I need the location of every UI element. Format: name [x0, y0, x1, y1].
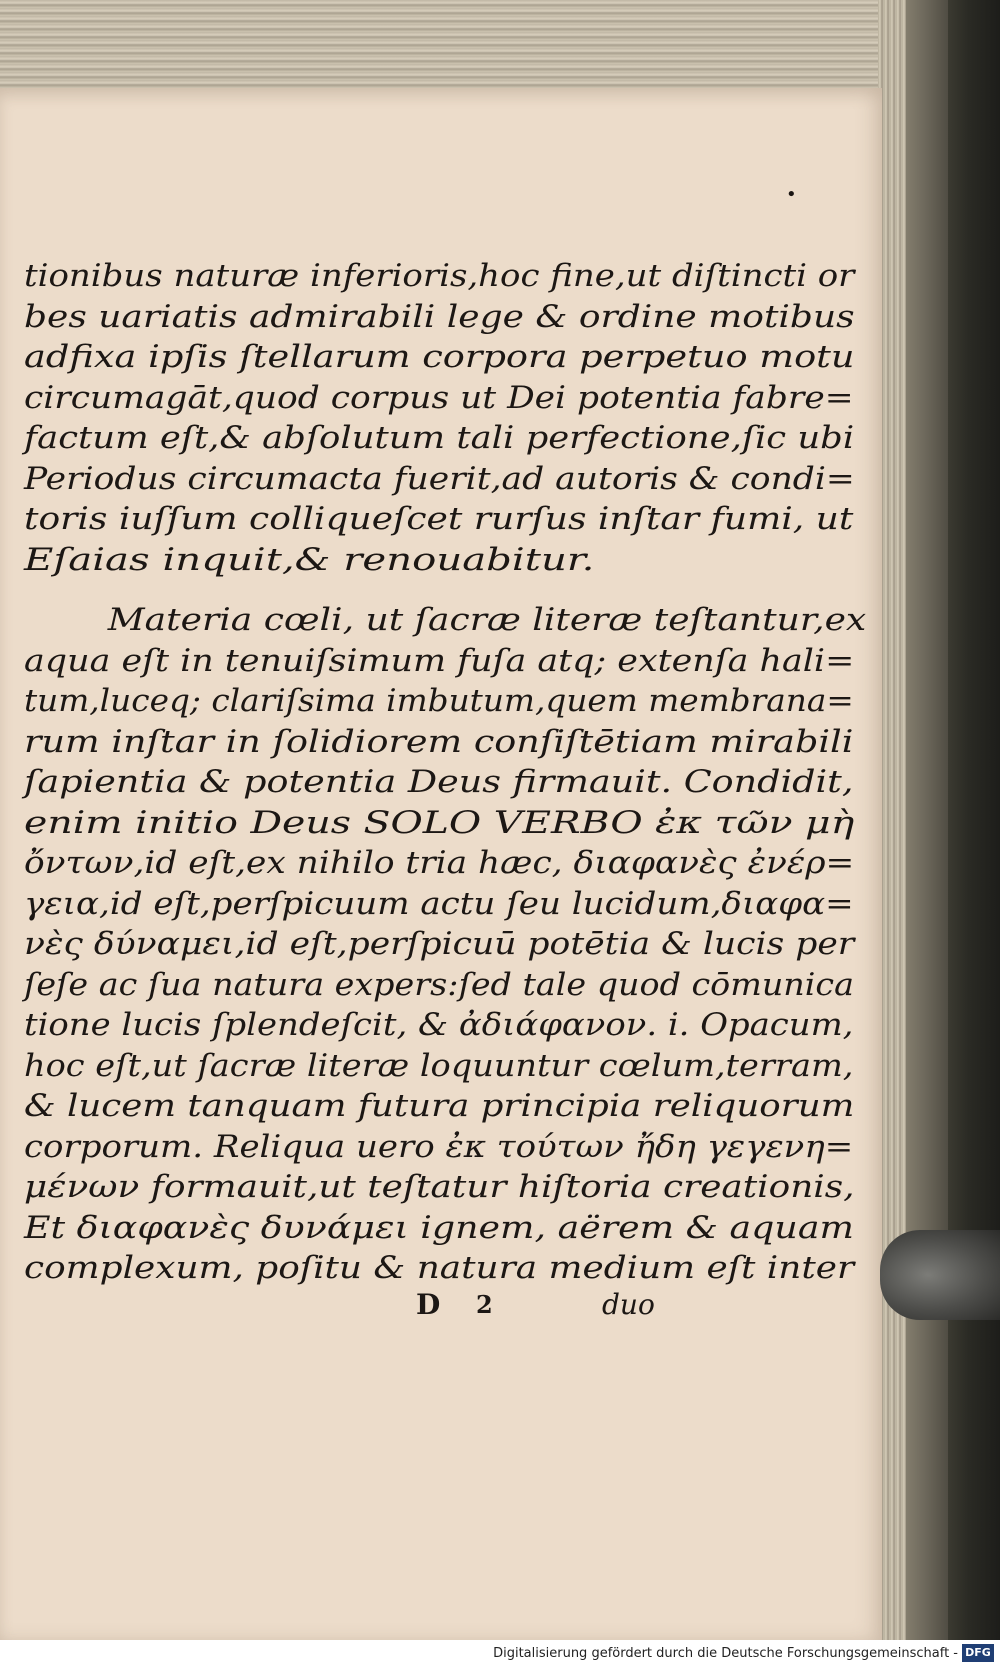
book-binding-inner — [900, 0, 952, 1640]
book-page — [0, 88, 882, 1640]
text-line: μένων formauit,ut teſtatur hiſtoria creationis, — [24, 1169, 855, 1205]
text-line: γεια,id eſt,perſpicuum actu ſeu lucidum,διαφα= — [24, 885, 854, 922]
text-line: & lucem tanquam futura principia reliquorum — [24, 1088, 855, 1124]
text-line: tionibus naturæ inferioris,hoc fine,ut diſtincti or — [24, 258, 855, 294]
text-line: tione lucis ſplendeſcit, & ἀδιάφανον. i. Opacum, — [24, 1007, 854, 1043]
text-line: aqua eſt in tenuiſsimum fuſa atq; extenſa hali= — [24, 642, 855, 679]
paragraph-2 — [24, 600, 867, 1289]
text-line: Et διαφανὲς δυνάμει ignem, aërem & aquam — [24, 1209, 854, 1246]
catchword: duo — [602, 1288, 655, 1321]
signature-line — [0, 1288, 900, 1328]
signature-mark: D — [416, 1288, 441, 1321]
text-line: tum,luceq; clariſsima imbutum,quem membrana= — [24, 683, 854, 719]
page-edges-right — [878, 0, 906, 1640]
footer-bar — [0, 1640, 1000, 1669]
text-line: ſeſe ac ſua natura expers:ſed tale quod cōmunica — [24, 966, 854, 1003]
text-line: Eſaias inquit,& renouabitur. — [24, 541, 595, 578]
text-line: complexum, poſitu & natura medium eſt inter — [24, 1250, 855, 1286]
text-line: enim initio Deus SOLO VERBO ἐκ τῶν μὴ — [24, 804, 855, 841]
dfg-logo-icon: DFG — [962, 1644, 994, 1662]
signature-number: 2 — [476, 1290, 493, 1319]
text-line: ſapientia & potentia Deus firmauit. Condidit, — [24, 764, 854, 800]
text-line: hoc eſt,ut ſacræ literæ loquuntur cœlum,terram, — [24, 1047, 854, 1084]
text-line: Periodus circumacta fuerit,ad autoris & condi= — [24, 460, 855, 497]
book-cover-edge — [948, 0, 1000, 1640]
text-line: circumagāt,quod corpus ut Dei potentia fabre= — [24, 379, 854, 416]
text-line: ὄντων,id eſt,ex nihilo tria hæc, διαφανὲς ἐνέρ= — [24, 845, 855, 881]
text-line: Materia cœli, ut ſacræ literæ teſtantur,ex — [107, 602, 867, 638]
paragraph-1 — [24, 256, 855, 580]
text-line: rum inſtar in ſolidiorem conſiſtētiam mirabili — [24, 723, 854, 760]
text-line: toris iuſſum colliqueſcet rurſus inſtar fumi, ut — [24, 501, 854, 537]
text-line: adfixa ipſis ſtellarum corpora perpetuo motu — [24, 339, 855, 375]
text-line: factum eſt,& abſolutum tali perfectione,ſic ubi — [24, 420, 855, 456]
book-clamp — [880, 1230, 1000, 1320]
text-line: corporum. Reliqua uero ἐκ τούτων ἤδη γεγενη= — [24, 1128, 854, 1165]
text-line: bes uariatis admirabili lege & ordine motibus — [24, 298, 855, 335]
page-edges-top — [0, 0, 900, 92]
footer-credit: Digitalisierung gefördert durch die Deutsche Forschungsgemeinschaft - — [493, 1646, 958, 1661]
ink-speck: • — [786, 184, 797, 205]
text-line: νὲς δύναμει,id eſt,perſpicuū potētia & lucis per — [24, 926, 855, 962]
